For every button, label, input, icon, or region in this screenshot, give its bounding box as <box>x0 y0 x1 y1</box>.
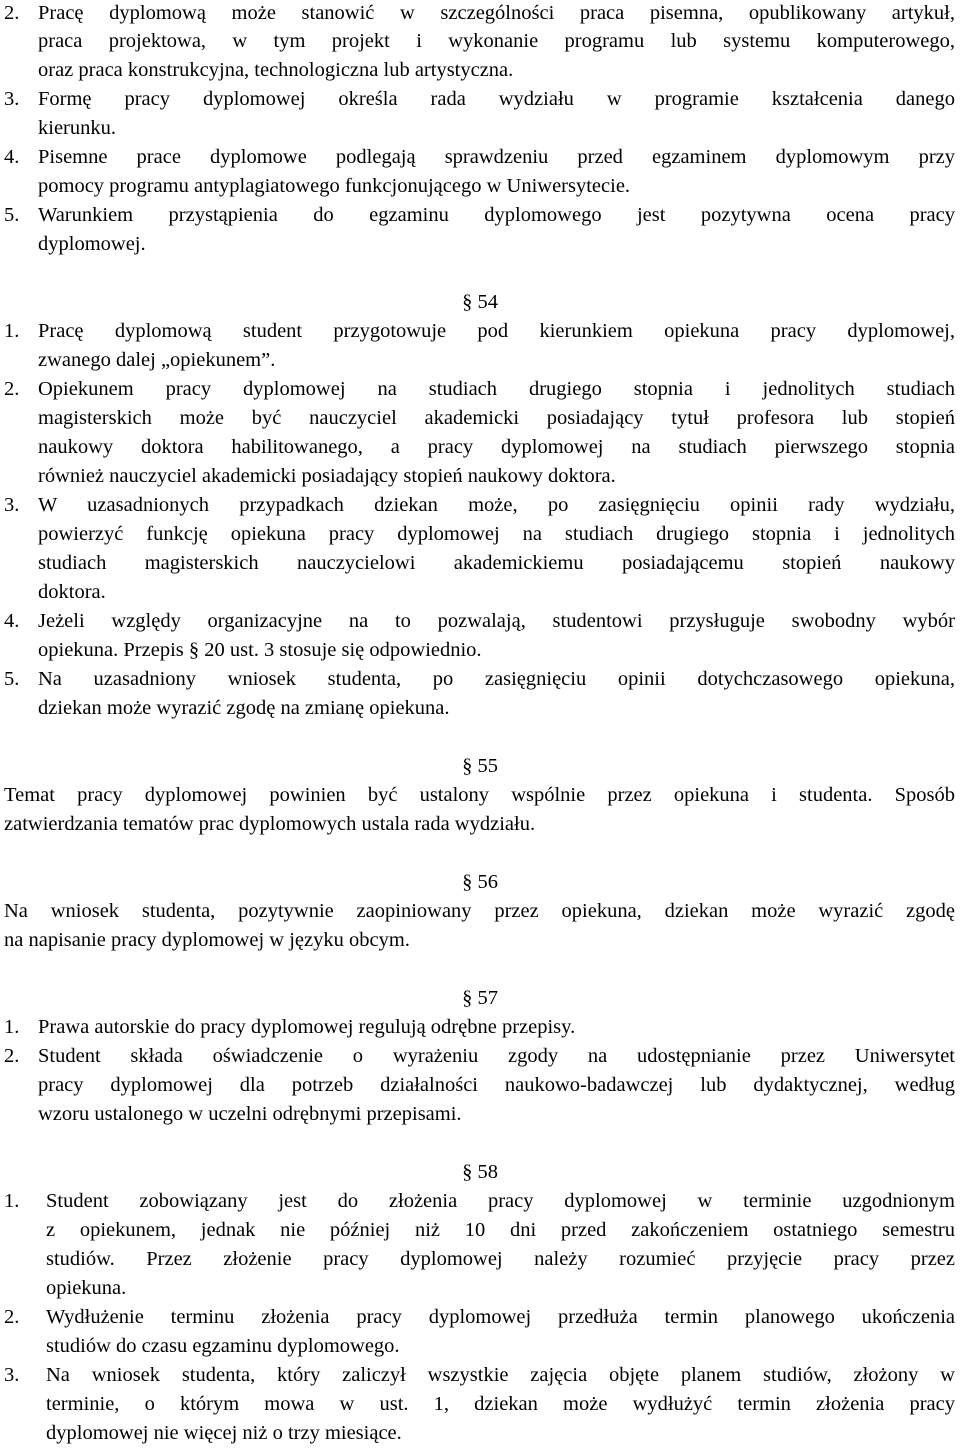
paragraph-text-line: zatwierdzania tematów prac dyplomowych ustala rada wydziału. <box>4 813 536 835</box>
item-text-line: Na uzasadniony wniosek studenta, po zasięgnięciu opinii dotychczasowego opiekuna, <box>38 668 955 690</box>
item-number: 2. <box>4 1306 20 1328</box>
item-text-line: Student składa oświadczenie o wyrażeniu zgody na udostępnianie przez Uniwersytet <box>38 1045 955 1067</box>
paragraph-text-line: na napisanie pracy dyplomowej w języku obcym. <box>4 929 410 951</box>
item-text-line: studiach magisterskich nauczycielowi akademickiemu posiadającemu stopień naukowy <box>38 552 955 574</box>
item-text-line: Opiekunem pracy dyplomowej na studiach drugiego stopnia i jednolitych studiach <box>38 378 955 400</box>
item-text-line: również nauczyciel akademicki posiadający stopień naukowy doktora. <box>38 465 616 487</box>
item-text-line: Wydłużenie terminu złożenia pracy dyplomowej przedłuża termin planowego ukończenia <box>46 1306 955 1328</box>
item-text-line: dziekan może wyrazić zgodę na zmianę opiekuna. <box>38 697 450 719</box>
item-text-line: W uzasadnionych przypadkach dziekan może, po zasięgnięciu opinii rady wydziału, <box>38 494 955 516</box>
item-number: 2. <box>4 2 20 24</box>
item-text-line: studiów. Przez złożenie pracy dyplomowej należy rozumieć przyjęcie pracy przez <box>46 1248 955 1270</box>
item-text-line: Prawa autorskie do pracy dyplomowej regulują odrębne przepisy. <box>38 1016 576 1038</box>
item-number: 4. <box>4 146 20 168</box>
section-heading: § 54 <box>462 291 498 313</box>
item-text-line: pracy dyplomowej dla potrzeb działalności naukowo-badawczej lub dydaktycznej, według <box>38 1074 955 1096</box>
item-number: 2. <box>4 378 20 400</box>
item-number: 2. <box>4 1045 20 1067</box>
item-text-line: z opiekunem, jednak nie później niż 10 dni przed zakończeniem ostatniego semestru <box>46 1219 955 1241</box>
item-text-line: Na wniosek studenta, który zaliczył wszystkie zajęcia objęte planem studiów, złożony w <box>46 1364 955 1386</box>
item-text-line: Pracę dyplomową może stanowić w szczególności praca pisemna, opublikowany artykuł, <box>38 2 955 24</box>
section-heading: § 55 <box>462 755 498 777</box>
item-number: 3. <box>4 1364 20 1386</box>
item-number: 1. <box>4 320 20 342</box>
item-text-line: dyplomowej. <box>38 233 146 255</box>
item-number: 1. <box>4 1190 20 1212</box>
item-text-line: Student zobowiązany jest do złożenia pracy dyplomowej w terminie uzgodnionym <box>46 1190 955 1212</box>
item-text-line: kierunku. <box>38 117 116 139</box>
item-text-line: magisterskich może być nauczyciel akademicki posiadający tytuł profesora lub stopień <box>38 407 955 429</box>
paragraph-text-line: Temat pracy dyplomowej powinien być ustalony wspólnie przez opiekuna i studenta. Sposób <box>4 784 955 806</box>
item-text-line: Pracę dyplomową student przygotowuje pod kierunkiem opiekuna pracy dyplomowej, <box>38 320 955 342</box>
item-text-line: Warunkiem przystąpienia do egzaminu dyplomowego jest pozytywna ocena pracy <box>38 204 955 226</box>
item-text-line: Formę pracy dyplomowej określa rada wydziału w programie kształcenia danego <box>38 88 955 110</box>
item-text-line: opiekuna. Przepis § 20 ust. 3 stosuje się odpowiednio. <box>38 639 482 661</box>
item-number: 1. <box>4 1016 20 1038</box>
item-number: 4. <box>4 610 20 632</box>
item-text-line: Pisemne prace dyplomowe podlegają sprawdzeniu przed egzaminem dyplomowym przy <box>38 146 955 168</box>
item-text-line: terminie, o którym mowa w ust. 1, dziekan może wydłużyć termin złożenia pracy <box>46 1393 955 1415</box>
item-number: 5. <box>4 668 20 690</box>
item-text-line: oraz praca konstrukcyjna, technologiczna lub artystyczna. <box>38 59 514 81</box>
item-text-line: wzoru ustalonego w uczelni odrębnymi przepisami. <box>38 1103 462 1125</box>
item-text-line: studiów do czasu egzaminu dyplomowego. <box>46 1335 400 1357</box>
section-heading: § 57 <box>462 987 498 1009</box>
item-number: 5. <box>4 204 20 226</box>
section-heading: § 58 <box>462 1161 498 1183</box>
section-heading: § 56 <box>462 871 498 893</box>
item-text-line: dyplomowej nie więcej niż o trzy miesiące. <box>46 1422 402 1444</box>
paragraph-text-line: Na wniosek studenta, pozytywnie zaopiniowany przez opiekuna, dziekan może wyrazić zgodę <box>4 900 955 922</box>
item-text-line: zwanego dalej „opiekunem”. <box>38 349 276 371</box>
item-text-line: naukowy doktora habilitowanego, a pracy dyplomowej na studiach pierwszego stopnia <box>38 436 955 458</box>
item-text-line: powierzyć funkcję opiekuna pracy dyplomowej na studiach drugiego stopnia i jednolitych <box>38 523 955 545</box>
item-text-line: pomocy programu antyplagiatowego funkcjonującego w Uniwersytecie. <box>38 175 631 197</box>
item-text-line: opiekuna. <box>46 1277 127 1299</box>
item-text-line: praca projektowa, w tym projekt i wykonanie programu lub systemu komputerowego, <box>38 30 955 52</box>
item-text-line: doktora. <box>38 581 106 603</box>
item-number: 3. <box>4 88 20 110</box>
item-text-line: Jeżeli względy organizacyjne na to pozwalają, studentowi przysługuje swobodny wybór <box>38 610 955 632</box>
item-number: 3. <box>4 494 20 516</box>
